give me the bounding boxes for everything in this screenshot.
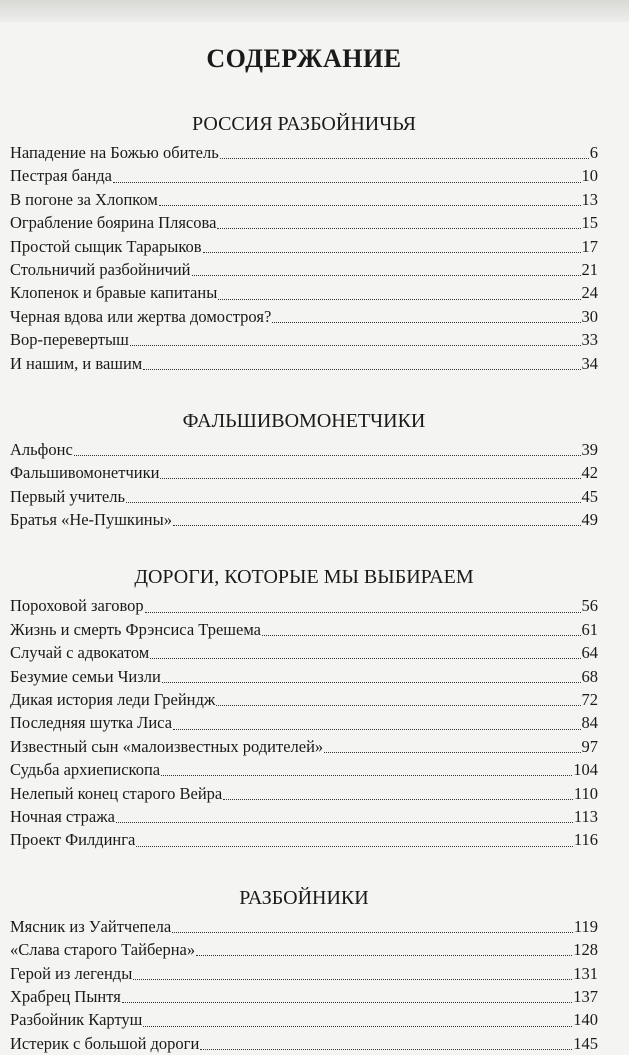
toc-entry	[10, 188, 598, 211]
toc-entry	[10, 805, 598, 828]
entry-page-number: 56	[581, 596, 598, 616]
dot-leader	[159, 205, 581, 206]
entry-page-number: 72	[581, 690, 598, 710]
dot-leader	[143, 369, 580, 370]
entry-title: Разбойник Картуш	[10, 1010, 143, 1030]
toc-section	[10, 563, 598, 851]
entry-title: И нашим, и вашим	[10, 353, 143, 373]
dot-leader	[203, 252, 581, 253]
toc-entry	[10, 1032, 598, 1055]
entry-title: Храбрец Пынтя	[10, 986, 121, 1006]
toc-section	[10, 110, 598, 375]
entry-page-number: 34	[581, 353, 598, 373]
entry-page-number: 39	[581, 439, 598, 459]
entry-title: Случай с адвокатом	[10, 643, 150, 663]
toc-entry	[10, 711, 598, 734]
toc-entry	[10, 281, 598, 304]
dot-leader	[217, 228, 580, 229]
entry-title: Стольничий разбойничий	[10, 259, 191, 279]
dot-leader	[136, 846, 573, 847]
entry-title: Альфонс	[10, 439, 73, 459]
dot-leader	[324, 752, 580, 753]
dot-leader	[161, 775, 572, 776]
toc-entry	[10, 594, 598, 617]
toc-entry	[10, 164, 598, 187]
entry-page-number: 49	[581, 510, 598, 530]
entry-title: Пороховой заговор	[10, 596, 144, 616]
toc-entry	[10, 352, 598, 375]
toc-section	[10, 884, 598, 1055]
entry-title: Пестрая банда	[10, 166, 112, 186]
toc-entry	[10, 235, 598, 258]
toc-entry	[10, 438, 598, 461]
entry-title: Безумие семьи Чизли	[10, 666, 161, 686]
page-title: СОДЕРЖАНИЕ	[206, 44, 402, 73]
toc-entry	[10, 985, 598, 1008]
entry-page-number: 140	[573, 1010, 598, 1030]
dot-leader	[173, 729, 580, 730]
entry-title: Черная вдова или жертва домостроя?	[10, 306, 272, 326]
sections-container	[10, 110, 598, 1055]
dot-leader	[223, 799, 573, 800]
section-heading: РАЗБОЙНИКИ	[239, 886, 369, 909]
entry-title: Ограбление боярина Плясова	[10, 213, 217, 233]
dot-leader	[218, 299, 580, 300]
entry-title: Фальшивомонетчики	[10, 463, 160, 483]
dot-leader	[113, 182, 581, 183]
toc-entry	[10, 508, 598, 531]
entry-title: Жизнь и смерть Фрэнсиса Трешема	[10, 619, 261, 639]
entry-title: В погоне за Хлопком	[10, 189, 158, 209]
entry-page-number: 116	[573, 830, 598, 850]
entry-title: Клопенок и бравые капитаны	[10, 283, 218, 303]
dot-leader	[173, 525, 581, 526]
previous-page-bleed	[0, 0, 629, 22]
dot-leader	[143, 1026, 572, 1027]
entry-page-number: 17	[581, 236, 598, 256]
toc-entry	[10, 211, 598, 234]
dot-leader	[130, 345, 581, 346]
entry-title: «Слава старого Тайберна»	[10, 940, 196, 960]
entry-page-number: 137	[573, 986, 598, 1006]
entry-title: Дикая история леди Грейндж	[10, 690, 216, 710]
entry-page-number: 21	[581, 259, 598, 279]
entry-title: Первый учитель	[10, 486, 125, 506]
toc-entry	[10, 305, 598, 328]
entry-title: Ночная стража	[10, 806, 115, 826]
toc-entry	[10, 962, 598, 985]
entry-title: Нелепый конец старого Вейра	[10, 783, 223, 803]
entry-page-number: 110	[573, 783, 598, 803]
toc-entry	[10, 258, 598, 281]
dot-leader	[200, 1049, 572, 1050]
entry-page-number: 145	[573, 1033, 598, 1053]
toc-entry	[10, 735, 598, 758]
toc-entry	[10, 328, 598, 351]
section-heading: РОССИЯ РАЗБОЙНИЧЬЯ	[192, 113, 416, 135]
toc-entry	[10, 641, 598, 664]
entry-title: Нападение на Божью обитель	[10, 143, 219, 162]
entry-page-number: 15	[581, 213, 598, 233]
entry-page-number: 6	[589, 143, 598, 162]
entry-title: Братья «Не-Пушкины»	[10, 510, 172, 530]
dot-leader	[220, 158, 589, 159]
dot-leader	[74, 455, 581, 456]
entry-title: Мясник из Уайтчепела	[10, 916, 172, 936]
dot-leader	[122, 1002, 572, 1003]
toc-entry	[10, 485, 598, 508]
entry-title: Простой сыщик Тарарыков	[10, 236, 202, 256]
entry-page-number: 13	[581, 189, 598, 209]
toc-entry	[10, 758, 598, 781]
entry-page-number: 128	[573, 940, 598, 960]
dot-leader	[116, 822, 573, 823]
dot-leader	[133, 979, 572, 980]
dot-leader	[162, 682, 581, 683]
entry-title: Вор-перевертыш	[10, 330, 129, 350]
entry-title: Проект Филдинга	[10, 830, 136, 850]
dot-leader	[150, 658, 580, 659]
entry-page-number: 68	[581, 666, 598, 686]
entry-page-number: 84	[581, 713, 598, 733]
entry-page-number: 30	[581, 306, 598, 326]
entry-page-number: 24	[581, 283, 598, 303]
entry-page-number: 61	[581, 619, 598, 639]
dot-leader	[172, 932, 573, 933]
entry-page-number: 10	[581, 166, 598, 186]
contents-page	[10, 38, 598, 1055]
entry-title: Герой из легенды	[10, 963, 133, 983]
entry-title: Последняя шутка Лиса	[10, 713, 173, 733]
dot-leader	[196, 955, 572, 956]
entry-page-number: 113	[573, 806, 598, 826]
entry-title: Истерик с большой дороги	[10, 1033, 200, 1053]
entry-page-number: 64	[581, 643, 598, 663]
entry-page-number: 42	[581, 463, 598, 483]
toc-entry	[10, 618, 598, 641]
toc-entry	[10, 1008, 598, 1031]
entry-page-number: 131	[573, 963, 598, 983]
toc-entry	[10, 828, 598, 851]
section-heading: ДОРОГИ, КОТОРЫЕ МЫ ВЫБИРАЕМ	[134, 566, 474, 589]
dot-leader	[160, 478, 580, 479]
section-heading: ФАЛЬШИВОМОНЕТЧИКИ	[182, 409, 426, 432]
entry-page-number: 33	[581, 330, 598, 350]
dot-leader	[272, 322, 580, 323]
dot-leader	[262, 635, 581, 636]
toc-entry	[10, 141, 598, 164]
entry-page-number: 45	[581, 486, 598, 506]
toc-entry	[10, 665, 598, 688]
dot-leader	[192, 275, 581, 276]
toc-section	[10, 407, 598, 532]
dot-leader	[145, 612, 581, 613]
toc-entry	[10, 782, 598, 805]
entry-title: Судьба архиепископа	[10, 760, 161, 780]
entry-page-number: 97	[581, 736, 598, 756]
entry-title: Известный сын «малоизвестных родителей»	[10, 736, 324, 756]
dot-leader	[216, 705, 580, 706]
toc-entry	[10, 461, 598, 484]
toc-entry	[10, 915, 598, 938]
toc-entry	[10, 938, 598, 961]
dot-leader	[126, 502, 581, 503]
entry-page-number: 104	[573, 760, 598, 780]
entry-page-number: 119	[573, 916, 598, 936]
toc-entry	[10, 688, 598, 711]
